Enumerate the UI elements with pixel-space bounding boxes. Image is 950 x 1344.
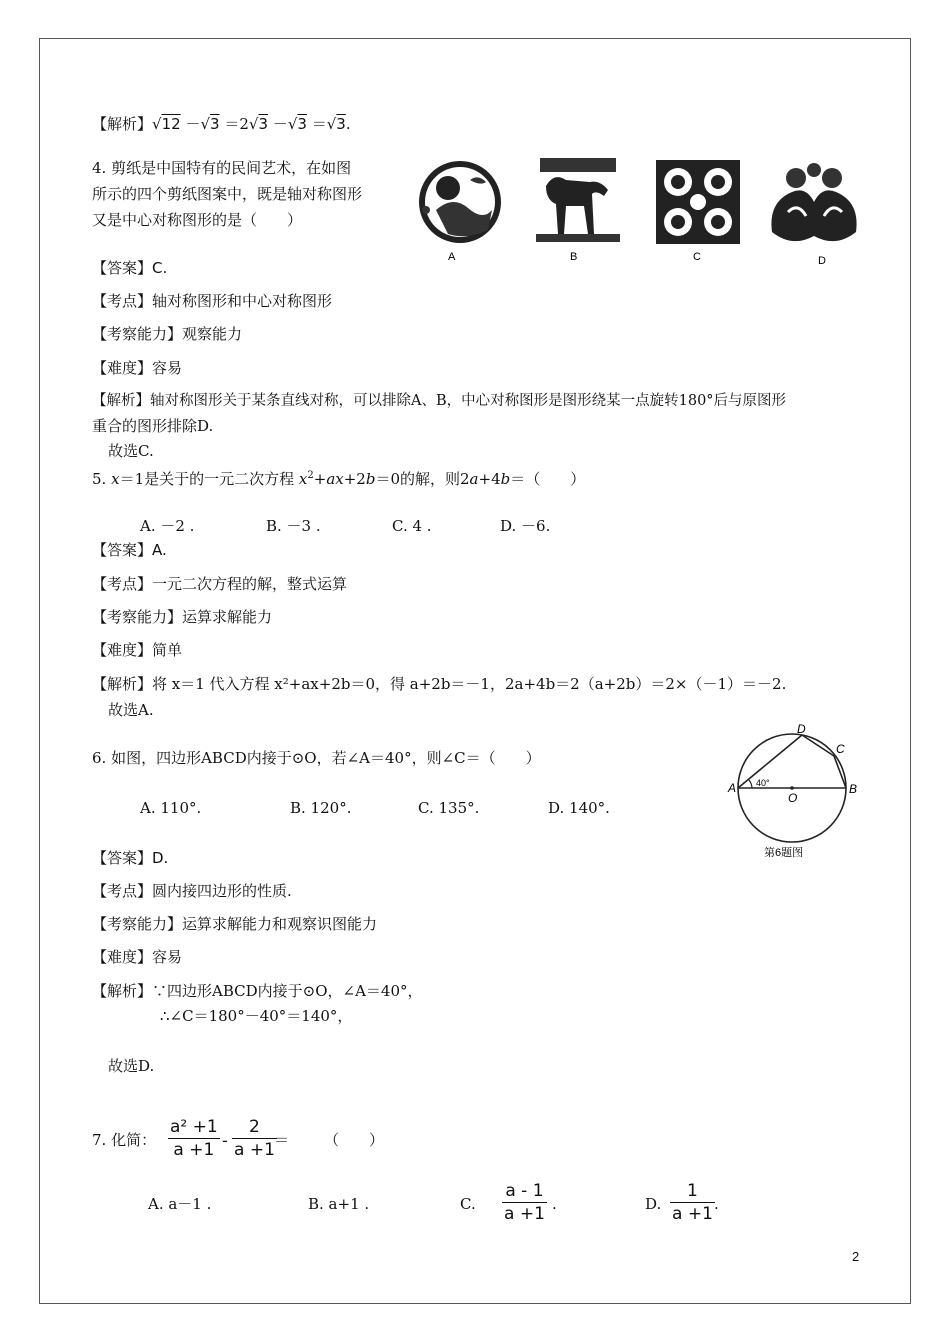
q4-stem-line3: 又是中心对称图形的是（ ） <box>92 211 303 229</box>
analysis-label: 【解析】 <box>92 115 153 133</box>
q4-conclusion: 故选C. <box>108 442 154 460</box>
q7-stem: 7. 化简： <box>92 1131 157 1149</box>
papercut-c <box>656 160 740 244</box>
q7-option-c-label: C. <box>460 1195 476 1213</box>
sqrt-12: √12 <box>152 115 181 133</box>
q7-fraction-1: $\frac{\text{a² +1}}{a +1}$ <box>170 1117 218 1160</box>
q5-topic: 【考点】一元二次方程的解，整式运算 <box>92 575 348 593</box>
point-d: D <box>797 722 806 736</box>
q6-analysis-1: 【解析】∵四边形ABCD内接于⊙O，∠A＝40°， <box>92 982 423 1000</box>
q4-answer: 【答案】C. <box>92 259 168 277</box>
papercut-figures <box>408 150 888 270</box>
q6-difficulty: 【难度】容易 <box>92 948 183 966</box>
q7-option-d-fraction: $\frac{1}{a +1}$ <box>672 1181 713 1224</box>
q4-analysis-2: 重合的图形排除D. <box>92 417 214 435</box>
point-b: B <box>849 782 858 796</box>
q7-equals: ＝ <box>274 1131 290 1149</box>
papercut-a <box>419 161 501 243</box>
q6-topic: 【考点】圆内接四边形的性质. <box>92 882 292 900</box>
point-o: O <box>788 791 798 805</box>
q7-option-a: A. a－1 . <box>148 1195 212 1213</box>
q5-ability: 【考察能力】运算求解能力 <box>92 608 273 626</box>
q7-option-d-label: D. <box>645 1195 662 1213</box>
q6-option-c: C. 135°. <box>418 799 480 817</box>
q5-conclusion: 故选A. <box>108 701 154 719</box>
q7-option-c-fraction: $\frac{a - 1}{a +1}$ <box>504 1181 545 1224</box>
papercut-b <box>536 158 620 242</box>
sqrt-3: √3 <box>200 115 220 133</box>
q6-option-d: D. 140°. <box>548 799 610 817</box>
q5-option-b: B. －3 . <box>266 517 321 535</box>
q6-answer: 【答案】D. <box>92 849 169 867</box>
figure-caption: 第6题图 <box>764 847 804 859</box>
fig-label-c: C <box>693 251 701 263</box>
q7-minus: - <box>222 1131 228 1151</box>
equals: ＝ <box>311 115 327 133</box>
q5-analysis: 【解析】将 x＝1 代入方程 x²+ax+2b＝0，得 a+2b＝－1，2a+4b＝2（a+2b）＝2×（－1）＝－2. <box>92 675 787 693</box>
circle-figure <box>724 722 874 862</box>
q7-option-d-end: . <box>714 1195 719 1213</box>
q7-fraction-2: $\frac{2}{a +1}$ <box>234 1117 275 1160</box>
q5-option-c: C. 4 . <box>392 517 432 535</box>
q6-option-b: B. 120°. <box>290 799 352 817</box>
q5-answer: 【答案】A. <box>92 541 167 559</box>
q5-difficulty: 【难度】简单 <box>92 641 183 659</box>
q4-difficulty: 【难度】容易 <box>92 359 183 377</box>
q4-topic: 【考点】轴对称图形和中心对称图形 <box>92 292 333 310</box>
minus: － <box>185 115 201 133</box>
angle-label: 40° <box>756 778 770 788</box>
sqrt-3b: √3 <box>248 115 269 133</box>
q5-option-d: D. －6. <box>500 517 551 535</box>
fig-label-b: B <box>570 251 578 263</box>
q3-analysis <box>92 114 351 134</box>
fig-label-a: A <box>448 251 456 263</box>
period: . <box>345 115 351 133</box>
page-number: 2 <box>852 1249 860 1264</box>
q6-conclusion: 故选D. <box>108 1057 155 1075</box>
q7-option-b: B. a+1 . <box>308 1195 370 1213</box>
fig-label-d: D <box>818 255 826 267</box>
point-a: A <box>728 781 737 795</box>
q6-option-a: A. 110°. <box>140 799 202 817</box>
equals-two: ＝2 <box>224 115 249 133</box>
q6-analysis-2: ∴∠C＝180°－40°＝140°， <box>160 1007 353 1025</box>
sqrt-3d: √3 <box>326 115 346 133</box>
q7-option-c-end: . <box>552 1195 557 1213</box>
q4-ability: 【考察能力】观察能力 <box>92 325 243 343</box>
q4-analysis-1: 【解析】轴对称图形关于某条直线对称，可以排除A、B，中心对称图形是图形绕某一点旋转180°后与原图形 <box>92 393 787 409</box>
q5-option-a: A. －2 . <box>140 517 195 535</box>
papercut-d <box>771 163 856 241</box>
q7-paren: （ ） <box>324 1131 385 1149</box>
minus: － <box>272 115 288 133</box>
q6-stem: 6. 如图，四边形ABCD内接于⊙O，若∠A＝40°，则∠C＝（ ） <box>92 749 541 767</box>
point-c: C <box>836 742 845 756</box>
q4-stem-line1: 4. 剪纸是中国特有的民间艺术，在如图 <box>92 159 352 177</box>
q6-ability: 【考察能力】运算求解能力和观察识图能力 <box>92 915 378 933</box>
q4-stem-line2: 所示的四个剪纸图案中，既是轴对称图形 <box>92 185 363 203</box>
sqrt-3c: √3 <box>287 115 307 133</box>
q5-stem: 5. x＝1是关于的一元二次方程 $x^2+ax+2b=0$的解，则2a+4b＝（ ） <box>92 470 586 488</box>
